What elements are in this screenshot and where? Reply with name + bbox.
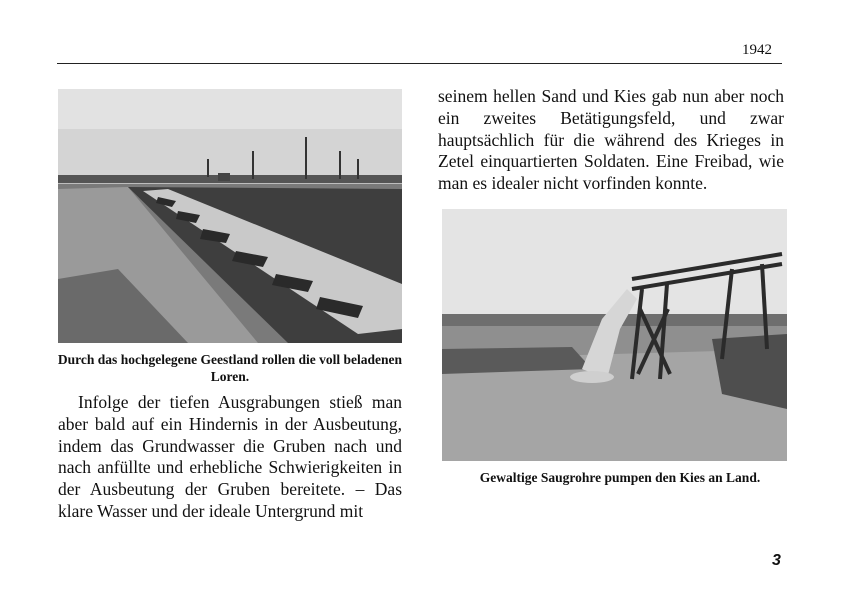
page-year: 1942 (742, 42, 772, 58)
caption-loren: Durch das hochgelegene Geestland rollen die voll beladenen Loren. (57, 352, 403, 384)
caption-saugrohre: Gewaltige Saugrohre pumpen den Kies an Land. (479, 470, 761, 485)
paragraph-right: seinem hellen Sand und Kies gab nun aber noch ein zweites Betätigungsfeld, und zwar hauptsächlich für die während des Krieges in Zetel einquartierten Soldaten. Eine Freibad, wie man es idealer nicht vorfinden konnte. (438, 86, 784, 194)
photo-saugrohre (442, 209, 787, 461)
header-rule (57, 63, 782, 64)
photo-loren (58, 89, 402, 343)
page-number: 3 (772, 552, 781, 569)
paragraph-left: Infolge der tiefen Ausgrabungen stieß man aber bald auf ein Hindernis in der Ausbeutung, indem das Grundwasser die Gruben nach und nach anfüllte und erhebliche Schwierigkeiten in der Ausbeutung der Gruben bereitete. – Das klare Wasser und der ideale Untergrund mit (58, 392, 402, 521)
